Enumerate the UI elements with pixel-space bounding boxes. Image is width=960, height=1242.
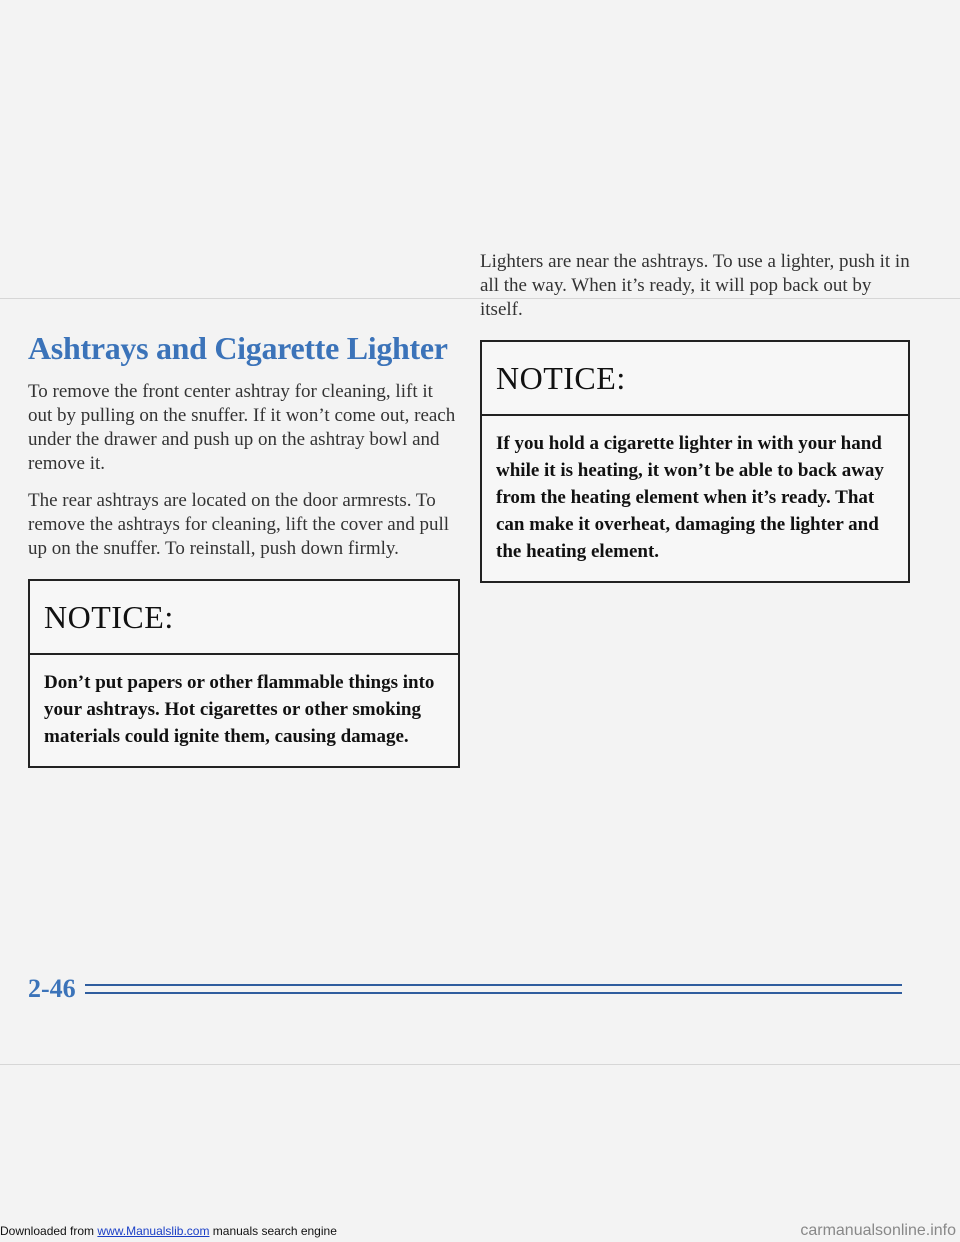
download-prefix: Downloaded from: [0, 1224, 95, 1238]
download-banner: [0, 1224, 337, 1238]
right-column: [480, 250, 910, 583]
download-suffix: manuals search engine: [209, 1224, 337, 1238]
notice-header: [30, 581, 458, 655]
left-column: [28, 330, 460, 768]
rear-ashtray-paragraph: The rear ashtrays are located on the door armrests. To remove the ashtrays for cleaning, lift the cover and pull up on the snuffer. To reinstall, push down firmly.: [28, 490, 450, 559]
section-title: Ashtrays and Cigarette Lighter: [28, 330, 448, 366]
footer-rule-top: [85, 984, 902, 986]
notice-box-ashtray: [28, 579, 460, 768]
notice-title: NOTICE:: [44, 598, 174, 635]
notice-box-lighter: [480, 340, 910, 583]
notice-body: If you hold a cigarette lighter in with your hand while it is heating, it won’t be able to back away from the heating element when it’s ready. That can make it overheat, damaging the lighter and the heating element.: [496, 433, 884, 562]
notice-header: [482, 342, 908, 416]
scan-edge-bottom: [0, 1064, 960, 1065]
notice-body: Don’t put papers or other flammable things into your ashtrays. Hot cigarettes or other smoking materials could ignite them, causing damage.: [44, 672, 435, 747]
page-number: 2-46: [28, 974, 76, 1003]
front-ashtray-paragraph: To remove the front center ashtray for cleaning, lift it out by pulling on the snuffer. If it won’t come out, reach under the drawer and push up on the ashtray bowl and remove it.: [28, 381, 456, 474]
watermark: carmanualsonline.info: [800, 1222, 956, 1239]
notice-title: NOTICE:: [496, 359, 626, 396]
manualslib-link[interactable]: www.Manualslib.com: [97, 1224, 210, 1238]
lighter-paragraph: Lighters are near the ashtrays. To use a lighter, push it in all the way. When it’s ready, it will pop back out by itself.: [480, 251, 910, 320]
footer-rule-bottom: [85, 992, 902, 994]
